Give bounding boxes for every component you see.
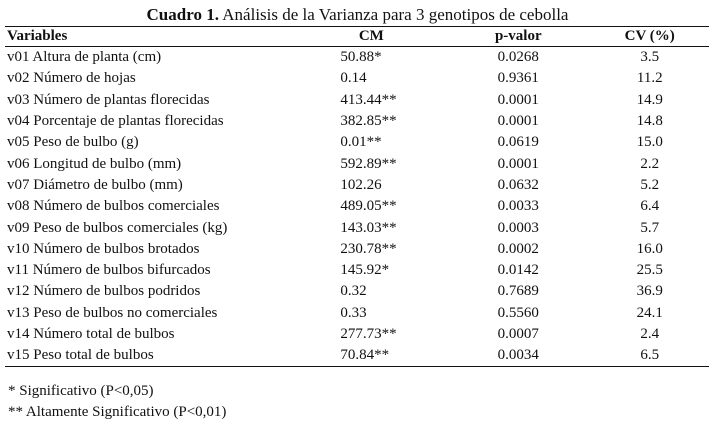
- cell-cm-value: 0.01**: [340, 134, 382, 151]
- cell-cv: 3.5: [640, 49, 660, 66]
- cell-cv: 16.0: [636, 240, 663, 257]
- header-cv: CV (%): [590, 27, 709, 47]
- cell-cv: 5.7: [640, 219, 660, 236]
- cell-pvalue: 0.0619: [497, 134, 539, 151]
- cell-cm: [297, 111, 447, 132]
- cell-cm: [297, 175, 447, 196]
- table-row: [5, 90, 709, 111]
- table-row: [5, 345, 709, 367]
- cell-variable: v13 Peso de bulbos no comerciales: [7, 304, 218, 321]
- cell-cm-value: 102.26: [340, 176, 382, 193]
- cell-variable: v14 Número total de bulbos: [7, 326, 175, 342]
- cell-variable: v11 Número de bulbos bifurcados: [7, 262, 211, 279]
- cell-cv: 14.8: [636, 113, 663, 130]
- cell-variable: v04 Porcentaje de plantas florecidas: [7, 113, 224, 130]
- cell-cm-value: 0.33: [340, 304, 367, 321]
- header-variables: Variables: [5, 27, 297, 47]
- cell-cm: [297, 345, 447, 367]
- cell-cm-value: 145.92*: [340, 262, 390, 279]
- cell-cv: 36.9: [636, 283, 663, 300]
- note-significant: * Significativo (P<0,05): [8, 383, 154, 399]
- cell-cm: [297, 153, 447, 174]
- table-row: [5, 111, 709, 132]
- cell-cm: [297, 303, 447, 324]
- cell-pvalue: 0.7689: [497, 283, 539, 300]
- cell-variable: v10 Número de bulbos brotados: [7, 240, 200, 257]
- table-row: [5, 196, 709, 217]
- table-row: [5, 217, 709, 238]
- cell-variable: v05 Peso de bulbo (g): [7, 134, 139, 151]
- table-row: [5, 47, 709, 69]
- table-row: [5, 239, 709, 260]
- cell-pvalue: 0.0268: [497, 49, 539, 66]
- cell-cm-value: 382.85**: [340, 113, 397, 130]
- cell-cm: [297, 47, 447, 69]
- cell-cm-value: 70.84**: [340, 347, 390, 364]
- cell-cv: 11.2: [636, 70, 663, 87]
- table-caption: [0, 5, 715, 25]
- table-row: [5, 175, 709, 196]
- table-row: [5, 260, 709, 281]
- cell-cm-value: 143.03**: [340, 219, 397, 236]
- cell-variable: v01 Altura de planta (cm): [7, 49, 162, 66]
- cell-variable: v09 Peso de bulbos comerciales (kg): [7, 219, 228, 236]
- cell-cm-value: 277.73**: [340, 326, 397, 342]
- table-row: [5, 153, 709, 174]
- cell-cv: 15.0: [636, 134, 663, 151]
- cell-cv: 2.2: [640, 155, 660, 172]
- cell-cm: [297, 217, 447, 238]
- cell-cm-value: 0.14: [340, 70, 367, 87]
- cell-cm: [297, 68, 447, 89]
- cell-cm: [297, 260, 447, 281]
- cell-cm-value: 413.44**: [340, 91, 397, 108]
- table-row: [5, 132, 709, 153]
- cell-pvalue: 0.0002: [497, 240, 539, 257]
- cell-cm-value: 230.78**: [340, 240, 397, 257]
- caption-text: Análisis de la Varianza para 3 genotipos de cebolla: [218, 5, 569, 24]
- cell-cm: [297, 132, 447, 153]
- cell-pvalue: 0.0001: [497, 113, 539, 130]
- anova-table: [5, 26, 709, 367]
- note-highly-significant: ** Altamente Significativo (P<0,01): [8, 404, 227, 420]
- cell-variable: v12 Número de bulbos podridos: [7, 283, 201, 300]
- cell-cv: 2.4: [640, 326, 660, 342]
- cell-pvalue: 0.0007: [497, 326, 539, 342]
- table-row: [5, 68, 709, 89]
- cell-cv: 6.4: [640, 198, 660, 215]
- table-notes: [8, 381, 226, 423]
- cell-cv: 14.9: [636, 91, 663, 108]
- cell-variable: v06 Longitud de bulbo (mm): [7, 155, 182, 172]
- cell-cm-value: 0.32: [340, 283, 367, 300]
- cell-variable: v08 Número de bulbos comerciales: [7, 198, 220, 215]
- cell-cm: [297, 324, 447, 345]
- header-pvalue: p-valor: [446, 27, 590, 47]
- cell-variable: v03 Número de plantas florecidas: [7, 91, 210, 108]
- cell-cv: 25.5: [636, 262, 663, 279]
- cell-pvalue: 0.9361: [497, 70, 539, 87]
- cell-cm: [297, 281, 447, 302]
- table-header-row: [5, 27, 709, 47]
- cell-cm-value: 592.89**: [340, 155, 397, 172]
- cell-variable: v02 Número de hojas: [7, 70, 136, 87]
- table-row: [5, 303, 709, 324]
- table-row: [5, 281, 709, 302]
- cell-pvalue: 0.0033: [497, 198, 539, 215]
- cell-cv: 5.2: [640, 176, 660, 193]
- cell-cv: 6.5: [590, 345, 709, 367]
- cell-cm: [297, 90, 447, 111]
- cell-cm-value: 489.05**: [340, 198, 397, 215]
- cell-pvalue: 0.0632: [497, 176, 539, 193]
- cell-variable: v15 Peso total de bulbos: [5, 345, 297, 367]
- cell-cm: [297, 239, 447, 260]
- cell-pvalue: 0.0142: [497, 262, 539, 279]
- cell-pvalue: 0.0001: [497, 91, 539, 108]
- cell-pvalue: 0.5560: [497, 304, 539, 321]
- cell-cm-value: 50.88*: [340, 49, 382, 66]
- cell-variable: v07 Diámetro de bulbo (mm): [7, 176, 183, 193]
- table-body: [5, 47, 709, 367]
- caption-label: Cuadro 1.: [146, 5, 219, 24]
- table-row: [5, 324, 709, 345]
- cell-pvalue: 0.0034: [446, 345, 590, 367]
- cell-cv: 24.1: [636, 304, 663, 321]
- header-cm: CM: [297, 27, 447, 47]
- cell-pvalue: 0.0001: [497, 155, 539, 172]
- cell-cm: [297, 196, 447, 217]
- cell-pvalue: 0.0003: [497, 219, 539, 236]
